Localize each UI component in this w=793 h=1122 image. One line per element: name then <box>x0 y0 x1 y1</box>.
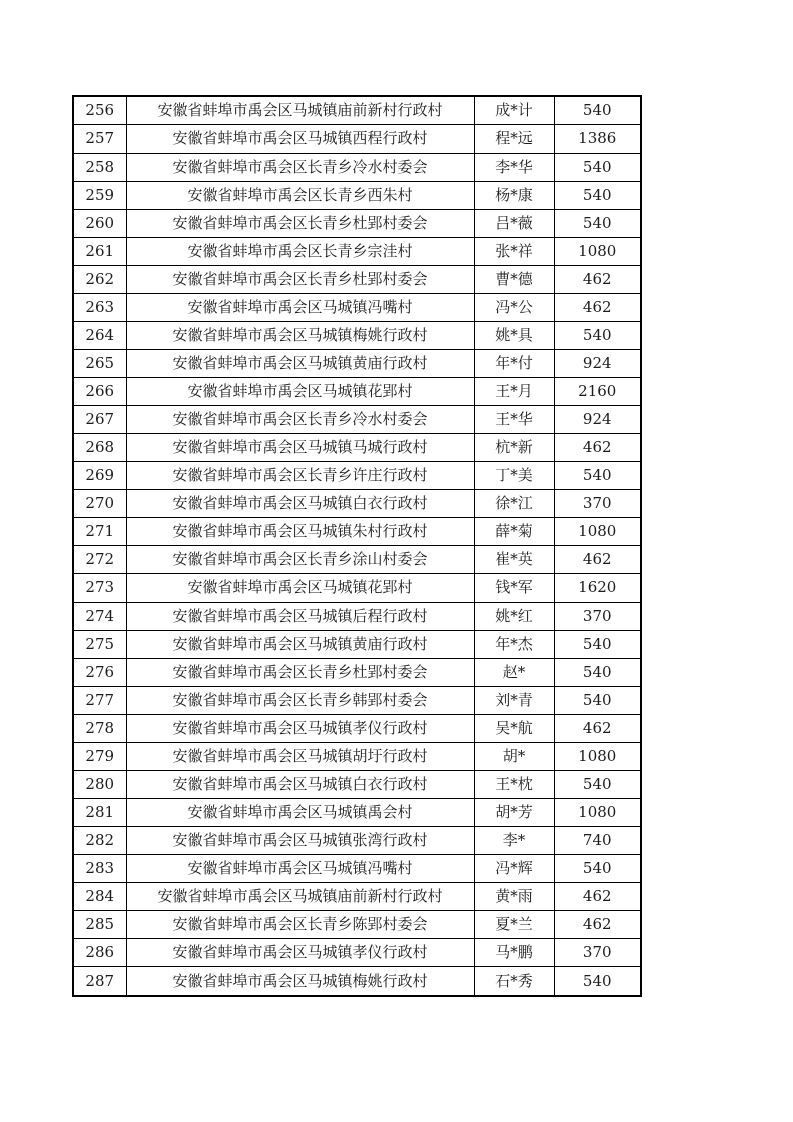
beneficiary-table <box>72 95 642 997</box>
seq-cell: 259 <box>73 181 126 209</box>
seq-cell: 285 <box>73 911 126 939</box>
address-cell: 安徽省蚌埠市禹会区马城镇花郢村 <box>126 378 474 406</box>
name-cell: 年*付 <box>474 349 554 377</box>
amount-cell: 540 <box>554 770 641 798</box>
table-row <box>73 434 641 462</box>
address-cell: 安徽省蚌埠市禹会区马城镇西程行政村 <box>126 125 474 153</box>
amount-cell: 540 <box>554 686 641 714</box>
amount-cell: 1080 <box>554 798 641 826</box>
seq-cell: 279 <box>73 742 126 770</box>
name-cell: 姚*红 <box>474 602 554 630</box>
amount-cell: 540 <box>554 462 641 490</box>
amount-cell: 924 <box>554 406 641 434</box>
address-cell: 安徽省蚌埠市禹会区马城镇后程行政村 <box>126 602 474 630</box>
seq-cell: 283 <box>73 855 126 883</box>
name-cell: 冯*辉 <box>474 855 554 883</box>
name-cell: 夏*兰 <box>474 911 554 939</box>
seq-cell: 258 <box>73 153 126 181</box>
name-cell: 吴*航 <box>474 714 554 742</box>
amount-cell: 462 <box>554 714 641 742</box>
name-cell: 丁*美 <box>474 462 554 490</box>
address-cell: 安徽省蚌埠市禹会区长青乡韩郢村委会 <box>126 686 474 714</box>
name-cell: 成*计 <box>474 96 554 125</box>
table-row <box>73 883 641 911</box>
address-cell: 安徽省蚌埠市禹会区长青乡冷水村委会 <box>126 406 474 434</box>
seq-cell: 257 <box>73 125 126 153</box>
address-cell: 安徽省蚌埠市禹会区马城镇冯嘴村 <box>126 293 474 321</box>
address-cell: 安徽省蚌埠市禹会区马城镇花郢村 <box>126 574 474 602</box>
name-cell: 杨*康 <box>474 181 554 209</box>
address-cell: 安徽省蚌埠市禹会区马城镇孝仪行政村 <box>126 939 474 967</box>
amount-cell: 540 <box>554 658 641 686</box>
amount-cell: 462 <box>554 883 641 911</box>
name-cell: 曹*德 <box>474 265 554 293</box>
name-cell: 吕*薇 <box>474 209 554 237</box>
address-cell: 安徽省蚌埠市禹会区马城镇禹会村 <box>126 798 474 826</box>
amount-cell: 540 <box>554 181 641 209</box>
seq-cell: 270 <box>73 490 126 518</box>
name-cell: 姚*具 <box>474 321 554 349</box>
address-cell: 安徽省蚌埠市禹会区长青乡杜郢村委会 <box>126 658 474 686</box>
seq-cell: 269 <box>73 462 126 490</box>
address-cell: 安徽省蚌埠市禹会区马城镇梅姚行政村 <box>126 967 474 996</box>
table-row <box>73 518 641 546</box>
seq-cell: 273 <box>73 574 126 602</box>
amount-cell: 1386 <box>554 125 641 153</box>
table-row <box>73 602 641 630</box>
table-row <box>73 658 641 686</box>
table-row <box>73 798 641 826</box>
amount-cell: 540 <box>554 967 641 996</box>
name-cell: 马*鹏 <box>474 939 554 967</box>
name-cell: 冯*公 <box>474 293 554 321</box>
table-row <box>73 96 641 125</box>
name-cell: 年*杰 <box>474 630 554 658</box>
seq-cell: 274 <box>73 602 126 630</box>
name-cell: 薛*菊 <box>474 518 554 546</box>
table-row <box>73 125 641 153</box>
table-row <box>73 462 641 490</box>
table-row <box>73 321 641 349</box>
name-cell: 黄*雨 <box>474 883 554 911</box>
address-cell: 安徽省蚌埠市禹会区马城镇胡圩行政村 <box>126 742 474 770</box>
address-cell: 安徽省蚌埠市禹会区长青乡宗洼村 <box>126 237 474 265</box>
name-cell: 程*远 <box>474 125 554 153</box>
address-cell: 安徽省蚌埠市禹会区马城镇黄庙行政村 <box>126 630 474 658</box>
address-cell: 安徽省蚌埠市禹会区马城镇马城行政村 <box>126 434 474 462</box>
address-cell: 安徽省蚌埠市禹会区长青乡西朱村 <box>126 181 474 209</box>
name-cell: 王*枕 <box>474 770 554 798</box>
seq-cell: 271 <box>73 518 126 546</box>
seq-cell: 277 <box>73 686 126 714</box>
table-row <box>73 714 641 742</box>
table-row <box>73 181 641 209</box>
seq-cell: 263 <box>73 293 126 321</box>
amount-cell: 462 <box>554 546 641 574</box>
table-row <box>73 293 641 321</box>
name-cell: 刘*青 <box>474 686 554 714</box>
amount-cell: 1080 <box>554 742 641 770</box>
amount-cell: 370 <box>554 490 641 518</box>
name-cell: 张*祥 <box>474 237 554 265</box>
amount-cell: 370 <box>554 602 641 630</box>
seq-cell: 256 <box>73 96 126 125</box>
table-row <box>73 686 641 714</box>
address-cell: 安徽省蚌埠市禹会区马城镇梅姚行政村 <box>126 321 474 349</box>
table-row <box>73 630 641 658</box>
amount-cell: 924 <box>554 349 641 377</box>
amount-cell: 462 <box>554 911 641 939</box>
name-cell: 石*秀 <box>474 967 554 996</box>
address-cell: 安徽省蚌埠市禹会区长青乡陈郢村委会 <box>126 911 474 939</box>
table-row <box>73 770 641 798</box>
table-row <box>73 939 641 967</box>
name-cell: 钱*军 <box>474 574 554 602</box>
seq-cell: 276 <box>73 658 126 686</box>
name-cell: 赵* <box>474 658 554 686</box>
table-row <box>73 574 641 602</box>
name-cell: 李* <box>474 827 554 855</box>
seq-cell: 281 <box>73 798 126 826</box>
address-cell: 安徽省蚌埠市禹会区马城镇孝仪行政村 <box>126 714 474 742</box>
name-cell: 胡* <box>474 742 554 770</box>
seq-cell: 286 <box>73 939 126 967</box>
amount-cell: 540 <box>554 630 641 658</box>
address-cell: 安徽省蚌埠市禹会区长青乡冷水村委会 <box>126 153 474 181</box>
table-row <box>73 855 641 883</box>
amount-cell: 1080 <box>554 518 641 546</box>
name-cell: 王*华 <box>474 406 554 434</box>
seq-cell: 280 <box>73 770 126 798</box>
name-cell: 胡*芳 <box>474 798 554 826</box>
table-row <box>73 911 641 939</box>
table-row <box>73 153 641 181</box>
seq-cell: 275 <box>73 630 126 658</box>
seq-cell: 267 <box>73 406 126 434</box>
table-row <box>73 378 641 406</box>
amount-cell: 1620 <box>554 574 641 602</box>
seq-cell: 265 <box>73 349 126 377</box>
amount-cell: 370 <box>554 939 641 967</box>
address-cell: 安徽省蚌埠市禹会区长青乡涂山村委会 <box>126 546 474 574</box>
address-cell: 安徽省蚌埠市禹会区马城镇白衣行政村 <box>126 770 474 798</box>
address-cell: 安徽省蚌埠市禹会区长青乡许庄行政村 <box>126 462 474 490</box>
address-cell: 安徽省蚌埠市禹会区马城镇朱村行政村 <box>126 518 474 546</box>
amount-cell: 540 <box>554 153 641 181</box>
seq-cell: 282 <box>73 827 126 855</box>
seq-cell: 268 <box>73 434 126 462</box>
amount-cell: 540 <box>554 96 641 125</box>
seq-cell: 262 <box>73 265 126 293</box>
table-row <box>73 742 641 770</box>
name-cell: 王*月 <box>474 378 554 406</box>
amount-cell: 540 <box>554 855 641 883</box>
table-row <box>73 490 641 518</box>
amount-cell: 462 <box>554 265 641 293</box>
table-row <box>73 967 641 996</box>
seq-cell: 278 <box>73 714 126 742</box>
address-cell: 安徽省蚌埠市禹会区马城镇冯嘴村 <box>126 855 474 883</box>
address-cell: 安徽省蚌埠市禹会区马城镇张湾行政村 <box>126 827 474 855</box>
seq-cell: 260 <box>73 209 126 237</box>
table-row <box>73 546 641 574</box>
amount-cell: 740 <box>554 827 641 855</box>
name-cell: 徐*江 <box>474 490 554 518</box>
name-cell: 李*华 <box>474 153 554 181</box>
table-row <box>73 209 641 237</box>
amount-cell: 2160 <box>554 378 641 406</box>
table-row <box>73 349 641 377</box>
address-cell: 安徽省蚌埠市禹会区长青乡杜郢村委会 <box>126 209 474 237</box>
table-row <box>73 265 641 293</box>
seq-cell: 272 <box>73 546 126 574</box>
seq-cell: 287 <box>73 967 126 996</box>
amount-cell: 462 <box>554 293 641 321</box>
seq-cell: 264 <box>73 321 126 349</box>
amount-cell: 540 <box>554 321 641 349</box>
table-row <box>73 827 641 855</box>
name-cell: 杭*新 <box>474 434 554 462</box>
address-cell: 安徽省蚌埠市禹会区马城镇黄庙行政村 <box>126 349 474 377</box>
address-cell: 安徽省蚌埠市禹会区马城镇白衣行政村 <box>126 490 474 518</box>
table-body <box>73 96 641 996</box>
seq-cell: 261 <box>73 237 126 265</box>
name-cell: 崔*英 <box>474 546 554 574</box>
seq-cell: 266 <box>73 378 126 406</box>
amount-cell: 462 <box>554 434 641 462</box>
amount-cell: 1080 <box>554 237 641 265</box>
address-cell: 安徽省蚌埠市禹会区长青乡杜郢村委会 <box>126 265 474 293</box>
seq-cell: 284 <box>73 883 126 911</box>
address-cell: 安徽省蚌埠市禹会区马城镇庙前新村行政村 <box>126 883 474 911</box>
address-cell: 安徽省蚌埠市禹会区马城镇庙前新村行政村 <box>126 96 474 125</box>
table-row <box>73 406 641 434</box>
table-row <box>73 237 641 265</box>
amount-cell: 540 <box>554 209 641 237</box>
